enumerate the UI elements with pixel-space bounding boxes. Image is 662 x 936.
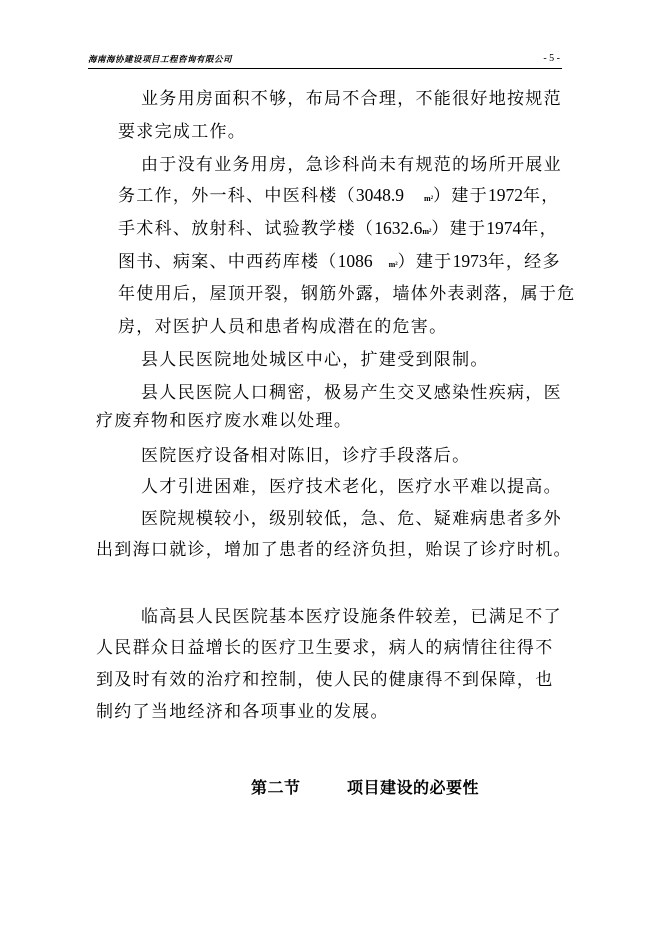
text-segment: 务工作，外一科、中医科楼（ (118, 186, 356, 206)
text-line: 医院规模较小，级别较低，急、危、疑难病患者多外 (141, 509, 562, 529)
text-line (118, 251, 561, 275)
area-value: 3048.9 (355, 185, 405, 205)
text-segment: 年， (521, 219, 558, 239)
year-value: 1973 (452, 251, 488, 271)
text-line: 年使用后，屋顶开裂，钢筋外露，墙体外表剥落，属于危 (118, 284, 576, 304)
section-number: 第二节 (251, 778, 301, 797)
header-page-number: - 5 - (543, 53, 560, 64)
text-line: 县人民医院地处城区中心，扩建受到限制。 (141, 350, 489, 370)
text-line: 人民群众日益增长的医疗卫生要求，病人的病情往往得不 (96, 638, 554, 658)
text-segment: 年， (523, 186, 560, 206)
text-line: 由于没有业务用房，急诊科尚未有规范的场所开展业 (141, 155, 562, 175)
text-line: 出到海口就诊，增加了患者的经济负担，贻误了诊疗时机。 (96, 540, 572, 560)
area-value: 1632.6 (374, 218, 423, 238)
text-line (118, 185, 560, 209)
text-line: 医院医疗设备相对陈旧，诊疗手段落后。 (141, 446, 471, 466)
year-value: 1974 (486, 218, 522, 238)
text-line: 县人民医院人口稠密，极易产生交叉感染性疾病，医 (141, 383, 562, 403)
text-line: 疗废弃物和医疗废水难以处理。 (96, 411, 353, 431)
area-unit: m² (388, 260, 398, 269)
text-line: 业务用房面积不够，布局不合理，不能很好地按规范 (141, 89, 562, 109)
text-line: 制约了当地经济和各项事业的发展。 (96, 702, 389, 722)
text-line: 人才引进困难，医疗技术老化，医疗水平难以提高。 (141, 477, 562, 497)
text-segment: ）建于 (431, 219, 487, 239)
text-segment: 年，经多 (487, 252, 561, 272)
text-line (118, 218, 558, 242)
year-value: 1972 (488, 185, 523, 205)
text-segment: 图书、病案、中西药库楼（ (118, 252, 338, 272)
page-header (88, 52, 562, 69)
text-line: 到及时有效的治疗和控制，使人民的健康得不到保障，也 (96, 670, 554, 690)
area-unit: m² (424, 194, 434, 203)
section-title: 项目建设的必要性 (347, 778, 480, 797)
text-segment: ）建于 (397, 252, 453, 272)
text-line: 要求完成工作。 (118, 122, 247, 142)
header-company-name: 海南海协建设项目工程咨询有限公司 (88, 55, 233, 65)
text-segment: ）建于 (433, 186, 488, 206)
area-unit: m² (422, 227, 432, 236)
text-line: 房，对医护人员和患者构成潜在的危害。 (118, 317, 448, 337)
text-segment: 手术科、放射科、试验教学楼（ (118, 219, 375, 239)
area-value: 1086 (337, 251, 373, 271)
text-line: 临高县人民医院基本医疗设施条件较差，已满足不了 (141, 607, 562, 627)
